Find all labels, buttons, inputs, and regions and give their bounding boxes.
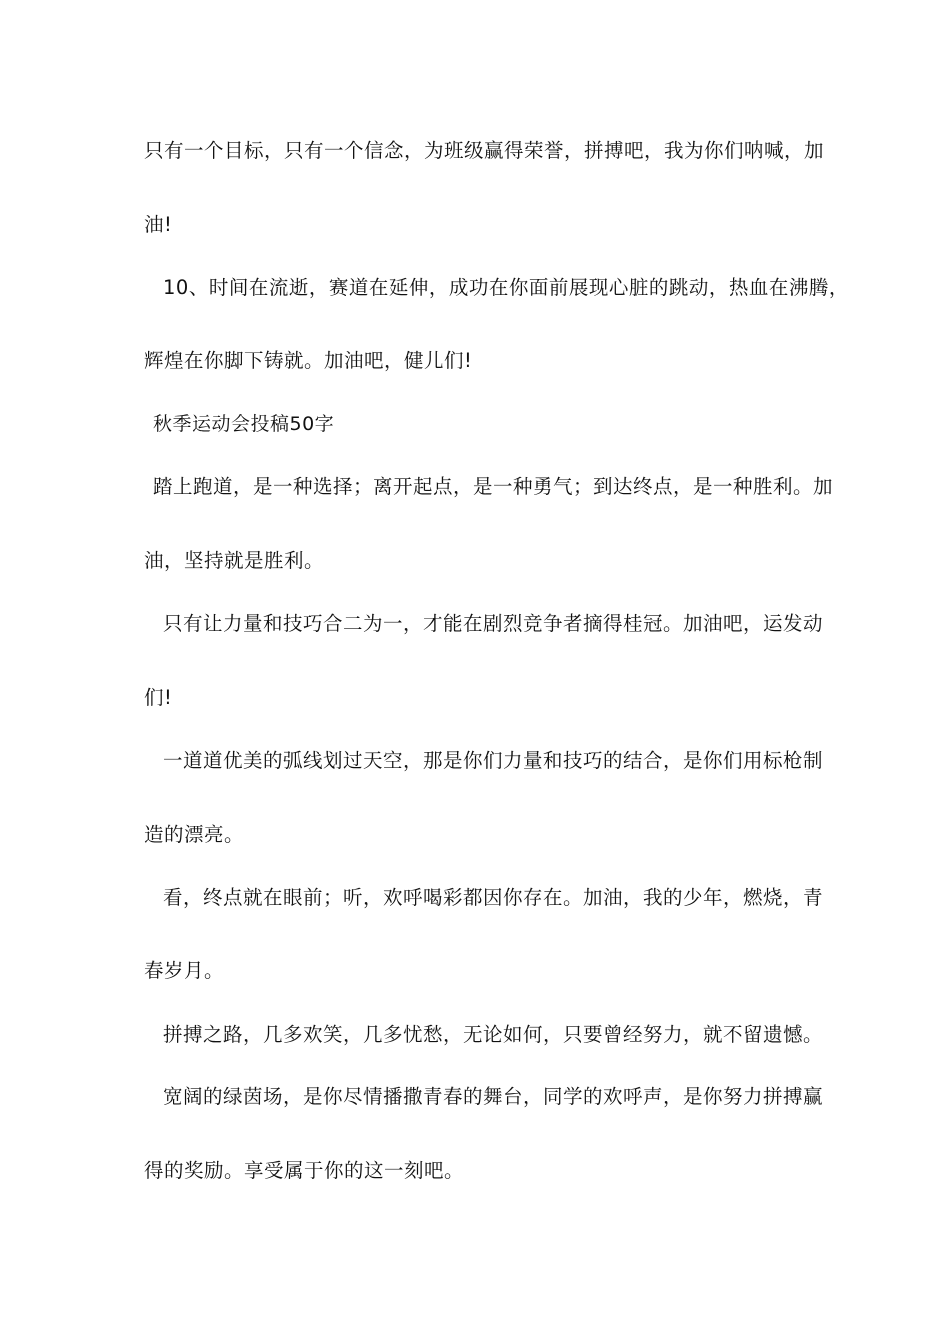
- paragraph-line: 10、时间在流逝，赛道在延伸，成功在你面前展现心脏的跳动，热血在沸腾，: [163, 276, 849, 299]
- paragraph-line: 得的奖励。享受属于你的这一刻吧。: [144, 1159, 465, 1182]
- paragraph-line: 踏上跑道，是一种选择；离开起点，是一种勇气；到达终点，是一种胜利。加: [153, 475, 834, 498]
- section-heading: 秋季运动会投稿50字: [153, 413, 335, 435]
- paragraph-line: 只有一个目标，只有一个信念，为班级赢得荣誉，拼搏吧，我为你们呐喊，加: [144, 139, 825, 162]
- paragraph-line: 宽阔的绿茵场，是你尽情播撒青春的舞台，同学的欢呼声，是你努力拼搏赢: [163, 1085, 824, 1108]
- paragraph-line: 看，终点就在眼前；听，欢呼喝彩都因你存在。加油，我的少年，燃烧，青: [163, 886, 824, 909]
- paragraph-line: 们!: [144, 686, 173, 709]
- paragraph-line: 只有让力量和技巧合二为一，才能在剧烈竞争者摘得桂冠。加油吧，运发动: [163, 612, 824, 635]
- paragraph-line: 辉煌在你脚下铸就。加油吧，健儿们!: [144, 349, 473, 372]
- paragraph-line: 春岁月。: [144, 959, 225, 982]
- paragraph-line: 造的漂亮。: [144, 823, 245, 846]
- paragraph-line: 油!: [144, 213, 173, 236]
- paragraph-line: 油，坚持就是胜利。: [144, 549, 325, 572]
- paragraph-line: 拼搏之路，几多欢笑，几多忧愁，无论如何，只要曾经努力，就不留遗憾。: [163, 1023, 824, 1046]
- paragraph-line: 一道道优美的弧线划过天空，那是你们力量和技巧的结合，是你们用标枪制: [163, 749, 824, 772]
